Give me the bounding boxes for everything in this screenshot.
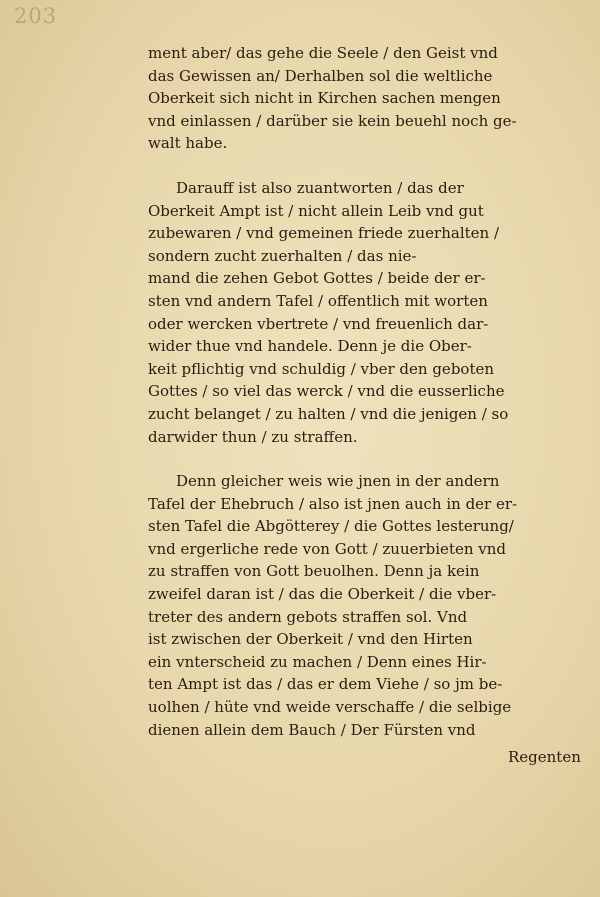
paragraph-1: [148, 42, 568, 155]
text-line: walt habe.: [148, 134, 228, 153]
text-line: zubewaren / vnd gemeinen friede zuerhalten /: [148, 224, 500, 243]
paragraph-3: [148, 470, 568, 741]
text-line: vnd einlassen / darüber sie kein beuehl noch ge-: [148, 111, 517, 130]
catchword: Regenten: [508, 748, 581, 766]
text-line: Oberkeit Ampt ist / nicht allein Leib vnd gut: [148, 201, 484, 220]
text-line: Oberkeit sich nicht in Kirchen sachen mengen: [148, 89, 501, 108]
text-line: zucht belanget / zu halten / vnd die jenigen / so: [148, 404, 509, 423]
text-line: zu straffen von Gott beuolhen. Denn ja kein: [148, 562, 480, 581]
text-line: sten Tafel die Abgötterey / die Gottes lesterung/: [148, 517, 514, 536]
text-line: uolhen / hüte vnd weide verschaffe / die selbige: [148, 698, 512, 717]
text-line: sondern zucht zuerhalten / das nie-: [148, 246, 417, 265]
text-line: ist zwischen der Oberkeit / vnd den Hirten: [148, 630, 473, 649]
text-line: ment aber/ das gehe die Seele / den Geist vnd: [148, 44, 498, 62]
text-line: Darauff ist also zuantworten / das der: [176, 178, 464, 197]
text-line: das Gewissen an/ Derhalben sol die weltliche: [148, 66, 493, 85]
text-line: oder wercken vbertrete / vnd freuenlich dar-: [148, 314, 489, 333]
text-line: zweifel daran ist / das die Oberkeit / die vber-: [148, 585, 497, 604]
text-line: dienen allein dem Bauch / Der Fürsten vnd: [148, 720, 476, 739]
text-line: wider thue vnd handele. Denn je die Ober-: [148, 337, 472, 356]
text-line: darwider thun / zu straffen.: [148, 427, 358, 446]
text-line: ten Ampt ist das / das er dem Viehe / so jm be-: [148, 675, 503, 694]
text-line: keit pflichtig vnd schuldig / vber den geboten: [148, 359, 495, 378]
text-line: treter des andern gebots straffen sol. Vnd: [148, 607, 468, 626]
text-block: [148, 42, 568, 741]
text-line: mand die zehen Gebot Gottes / beide der er-: [148, 269, 486, 288]
text-line: sten vnd andern Tafel / offentlich mit worten: [148, 291, 488, 310]
text-line: Tafel der Ehebruch / also ist jnen auch in der er-: [148, 494, 518, 513]
text-line: vnd ergerliche rede von Gott / zuuerbieten vnd: [148, 539, 507, 558]
text-line: ein vnterscheid zu machen / Denn eines Hir-: [148, 652, 487, 671]
text-line: Denn gleicher weis wie jnen in der andern: [176, 472, 500, 491]
page-number: 203: [14, 4, 58, 28]
text-line: Gottes / so viel das werck / vnd die eusserliche: [148, 382, 505, 401]
paragraph-2: [148, 177, 568, 448]
